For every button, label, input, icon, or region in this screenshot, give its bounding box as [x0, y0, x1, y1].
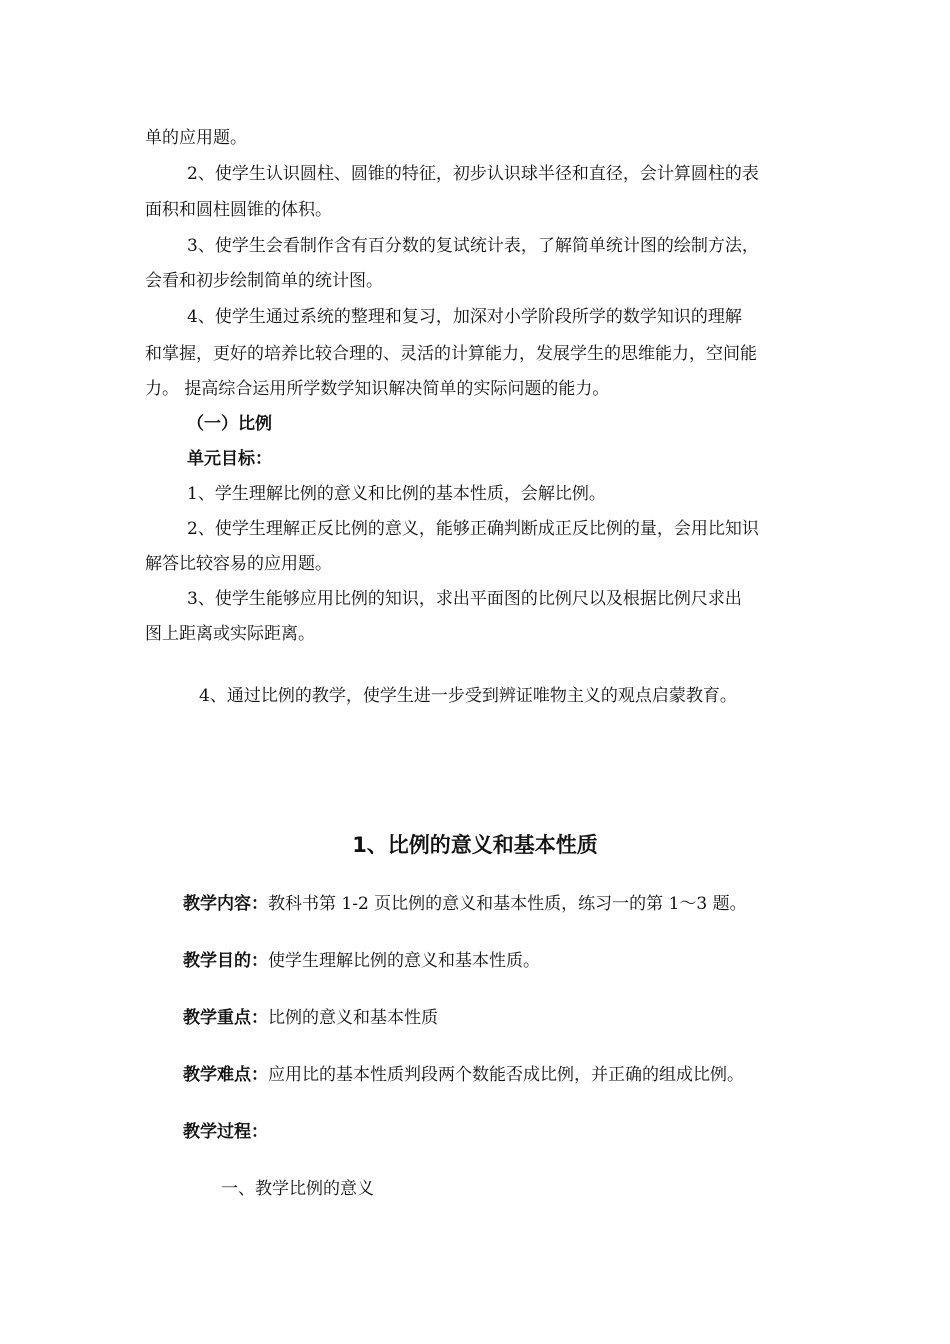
teaching-goal-label: 教学目的：	[183, 951, 268, 971]
teaching-goal-text: 使学生理解比例的意义和基本性质。	[268, 951, 540, 971]
intro-line-8: 力。 提高综合运用所学数学知识解决简单的实际问题的能力。	[145, 379, 610, 399]
goal-line-3: 解答比较容易的应用题。	[145, 554, 332, 574]
teaching-content-row	[183, 893, 747, 915]
teaching-content-label: 教学内容：	[183, 894, 268, 914]
teaching-content-text: 教科书第 1-2 页比例的意义和基本性质，练习一的第 1～3 题。	[268, 894, 747, 914]
teaching-difficulty-text: 应用比的基本性质判段两个数能否成比例，并正确的组成比例。	[268, 1065, 744, 1085]
teaching-step-one: 一、教学比例的意义	[221, 1179, 374, 1199]
teaching-process-label: 教学过程：	[183, 1122, 268, 1142]
teaching-key-label: 教学重点：	[183, 1008, 268, 1028]
goal-line-5: 图上距离或实际距离。	[145, 624, 315, 644]
goal-line-4: 3、使学生能够应用比例的知识，求出平面图的比例尺以及根据比例尺求出	[187, 589, 742, 609]
unit-goal-heading: 单元目标：	[187, 449, 272, 469]
teaching-key-row	[183, 1007, 438, 1029]
intro-line-2: 2、使学生认识圆柱、圆锥的特征，初步认识球半径和直径，会计算圆柱的表	[187, 164, 759, 184]
intro-line-1: 单的应用题。	[145, 128, 247, 148]
teaching-key-text: 比例的意义和基本性质	[268, 1008, 438, 1028]
goal-line-1: 1、学生理解比例的意义和比例的基本性质，会解比例。	[187, 484, 606, 504]
intro-line-5: 会看和初步绘制简单的统计图。	[145, 271, 383, 291]
intro-line-4: 3、使学生会看制作含有百分数的复试统计表，了解简单统计图的绘制方法，	[187, 236, 759, 256]
goal-line-6: 4、通过比例的教学，使学生进一步受到辨证唯物主义的观点启蒙教育。	[199, 686, 737, 706]
unit-heading: （一）比例	[187, 414, 272, 434]
section-title: 1、比例的意义和基本性质	[352, 833, 598, 857]
teaching-difficulty-row	[183, 1064, 744, 1086]
teaching-goal-row	[183, 950, 540, 972]
intro-line-3: 面积和圆柱圆锥的体积。	[145, 200, 332, 220]
intro-line-6: 4、使学生通过系统的整理和复习，加深对小学阶段所学的数学知识的理解	[187, 307, 742, 327]
intro-line-7: 和掌握，更好的培养比较合理的、灵活的计算能力，发展学生的思维能力，空间能	[145, 344, 757, 364]
goal-line-2: 2、使学生理解正反比例的意义，能够正确判断成正反比例的量，会用比知识	[187, 519, 759, 539]
teaching-difficulty-label: 教学难点：	[183, 1065, 268, 1085]
